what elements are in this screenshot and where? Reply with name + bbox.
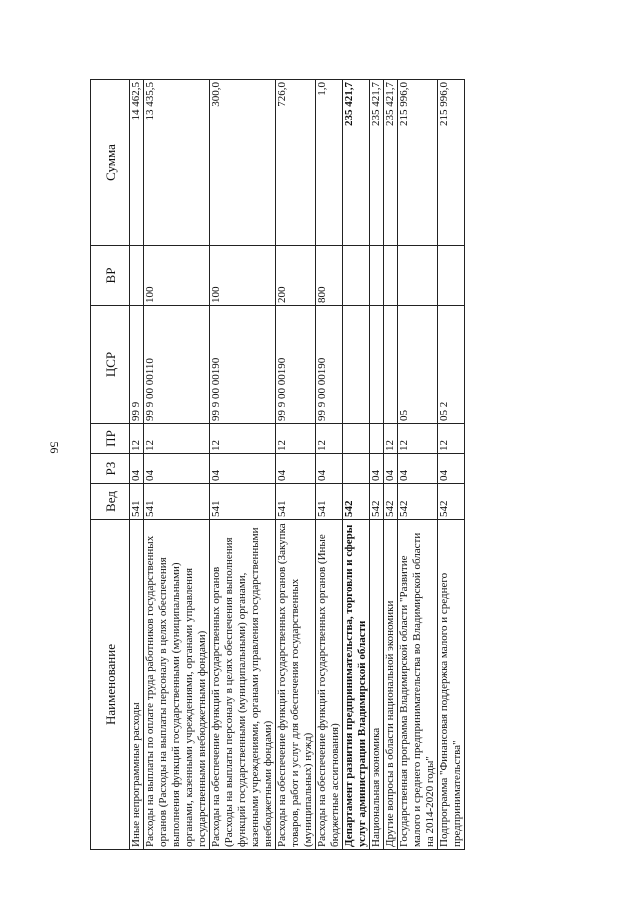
cell-csr: 99 9 00 00190 [316, 306, 343, 424]
cell-sum: 14 462,5 [130, 80, 144, 246]
cell-ved: 542 [384, 484, 398, 520]
cell-name: Подпрограмма "Финансовая поддержка малого и среднего предпринимательства" [438, 520, 465, 850]
col-header-rz: РЗ [91, 454, 130, 484]
cell-pr: 12 [276, 424, 316, 454]
cell-csr: 99 9 00 00190 [210, 306, 276, 424]
cell-pr: 12 [384, 424, 398, 454]
cell-pr: 12 [144, 424, 210, 454]
cell-csr: 05 2 [438, 306, 465, 424]
cell-ved: 542 [398, 484, 438, 520]
cell-vr: 100 [210, 246, 276, 306]
table-row [398, 80, 438, 850]
cell-csr: 99 9 00 00110 [144, 306, 210, 424]
rotated-page [90, 80, 550, 850]
cell-vr: 100 [144, 246, 210, 306]
cell-sum: 726,0 [276, 80, 316, 246]
cell-name: Государственная программа Владимирской области "Развитие малого и среднего предпринимательства во Владимирской области на 2014-2020 годы" [398, 520, 438, 850]
col-header-vr: ВР [91, 246, 130, 306]
cell-csr [343, 306, 370, 424]
cell-name: Иные непрограммные расходы [130, 520, 144, 850]
cell-sum: 215 996,0 [438, 80, 465, 246]
cell-name: Расходы на обеспечение функций государственных органов (Иные бюджетные ассигнования) [316, 520, 343, 850]
cell-ved: 541 [130, 484, 144, 520]
cell-sum: 235 421,7 [370, 80, 384, 246]
col-header-sum: Сумма [91, 80, 130, 246]
budget-table [90, 79, 465, 850]
col-header-csr: ЦСР [91, 306, 130, 424]
cell-sum: 300,0 [210, 80, 276, 246]
cell-rz: 04 [316, 454, 343, 484]
cell-pr: 12 [438, 424, 465, 454]
table-row [130, 80, 144, 850]
cell-rz: 04 [276, 454, 316, 484]
cell-name: Департамент развития предпринимательства, торговли и сферы услуг администрации Владимирской области [343, 520, 370, 850]
table-row [370, 80, 384, 850]
cell-pr: 12 [210, 424, 276, 454]
cell-ved: 542 [438, 484, 465, 520]
table-row [316, 80, 343, 850]
col-header-ved: Вед [91, 484, 130, 520]
cell-rz: 04 [144, 454, 210, 484]
cell-ved: 541 [210, 484, 276, 520]
cell-rz: 04 [398, 454, 438, 484]
cell-csr [370, 306, 384, 424]
cell-pr [343, 424, 370, 454]
cell-name: Расходы на выплаты по оплате труда работников государственных органов (Расходы на выплаты персоналу в целях обеспечения выполнения функций государственными (муниципальными) органами, казенными учреждениями, органами управления государственными внебюджетными фондами) [144, 520, 210, 850]
cell-rz: 04 [370, 454, 384, 484]
cell-vr [343, 246, 370, 306]
cell-sum: 235 421,7 [384, 80, 398, 246]
cell-pr: 12 [398, 424, 438, 454]
table-row-department [343, 80, 370, 850]
cell-pr: 12 [130, 424, 144, 454]
cell-pr: 12 [316, 424, 343, 454]
cell-name: Расходы на обеспечение функций государственных органов (Расходы на выплаты персоналу в целях обеспечения выполнения функций государственными (муниципальными) органами, казенными учреждениями, органами управления государственными внебюджетными фондами) [210, 520, 276, 850]
cell-ved: 542 [343, 484, 370, 520]
cell-rz [343, 454, 370, 484]
col-header-name: Наименование [91, 520, 130, 850]
col-header-pr: ПР [91, 424, 130, 454]
table-row [384, 80, 398, 850]
cell-vr: 800 [316, 246, 343, 306]
cell-name: Национальная экономика [370, 520, 384, 850]
cell-rz: 04 [438, 454, 465, 484]
cell-ved: 541 [316, 484, 343, 520]
cell-name: Расходы на обеспечение функций государственных органов (Закупка товаров, работ и услуг для обеспечения государственных (муниципальных) нужд) [276, 520, 316, 850]
cell-vr [370, 246, 384, 306]
cell-csr: 99 9 [130, 306, 144, 424]
cell-ved: 541 [144, 484, 210, 520]
table-row [438, 80, 465, 850]
cell-rz: 04 [210, 454, 276, 484]
cell-sum: 13 435,5 [144, 80, 210, 246]
table-row [144, 80, 210, 850]
page-number: 56 [47, 441, 62, 454]
table-row [210, 80, 276, 850]
cell-vr [130, 246, 144, 306]
cell-pr [370, 424, 384, 454]
table-header-row [91, 80, 130, 850]
cell-ved: 541 [276, 484, 316, 520]
cell-sum: 215 996,0 [398, 80, 438, 246]
cell-csr: 99 9 00 00190 [276, 306, 316, 424]
cell-vr [438, 246, 465, 306]
cell-name: Другие вопросы в области национальной экономики [384, 520, 398, 850]
cell-vr [384, 246, 398, 306]
cell-sum: 1,0 [316, 80, 343, 246]
cell-vr [398, 246, 438, 306]
cell-sum: 235 421,7 [343, 80, 370, 246]
cell-rz: 04 [384, 454, 398, 484]
cell-csr [384, 306, 398, 424]
cell-vr: 200 [276, 246, 316, 306]
table-row [276, 80, 316, 850]
cell-rz: 04 [130, 454, 144, 484]
cell-ved: 542 [370, 484, 384, 520]
cell-csr: 05 [398, 306, 438, 424]
